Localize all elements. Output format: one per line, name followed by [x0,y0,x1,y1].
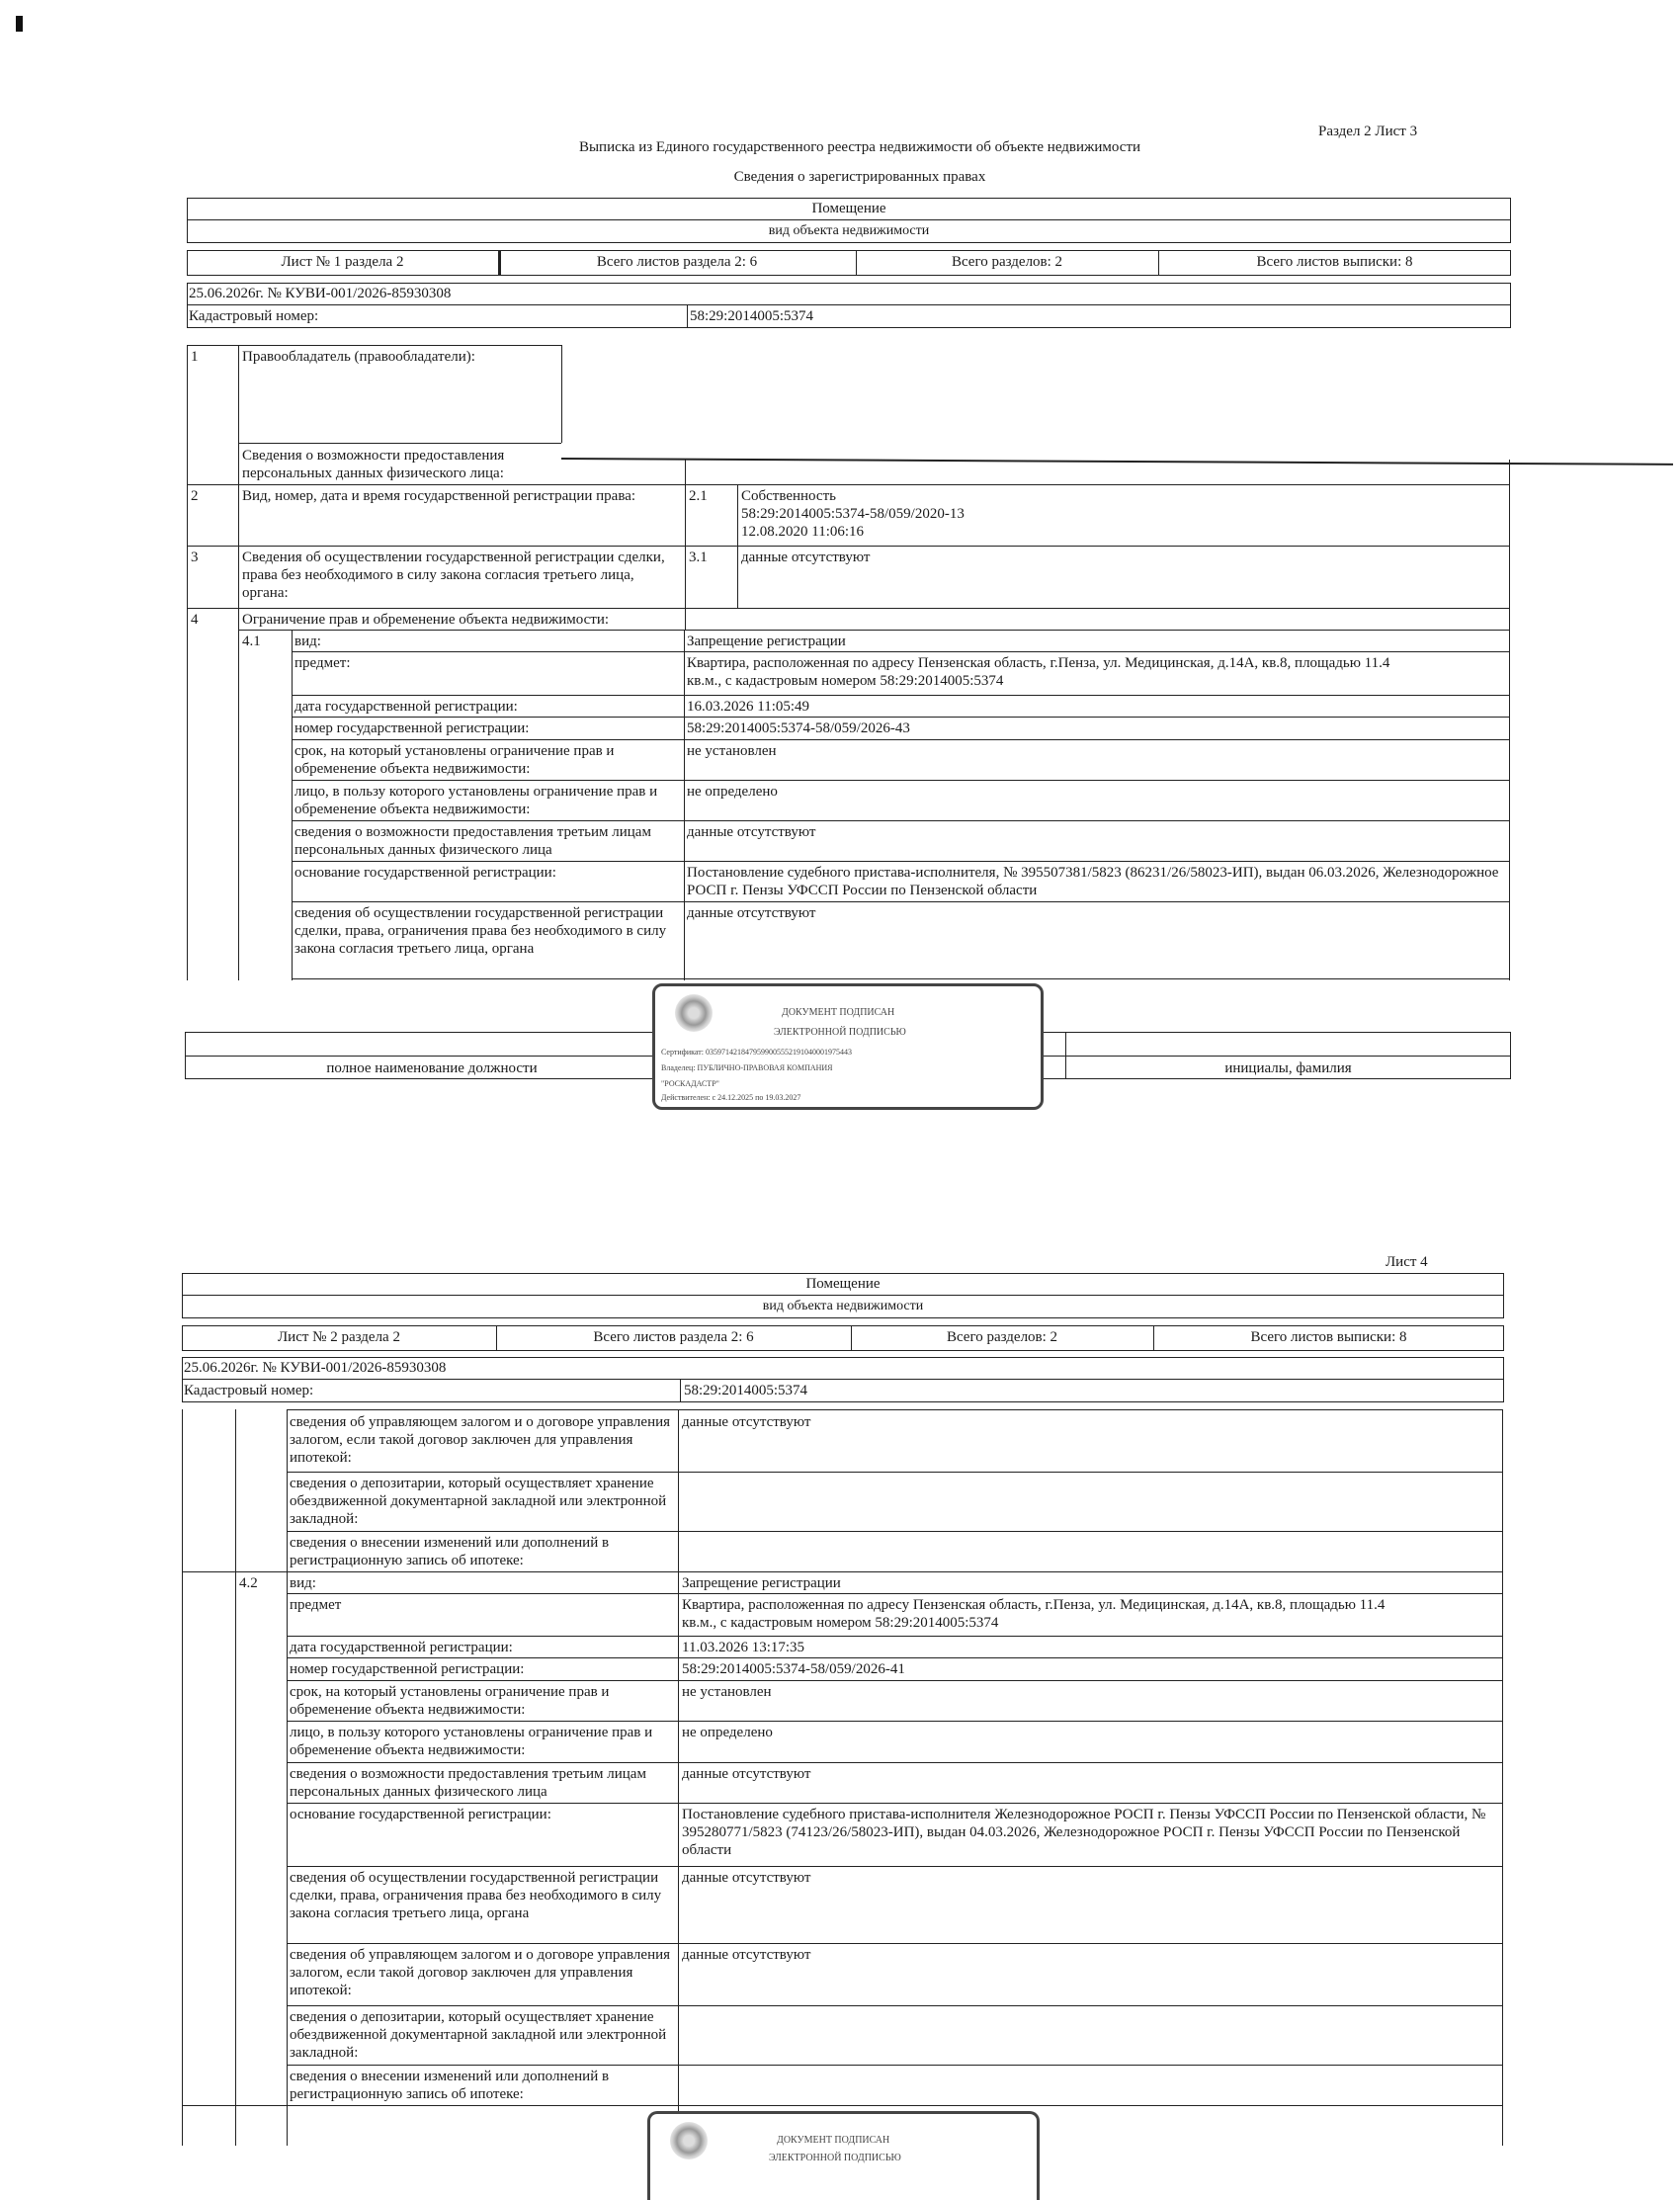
sheet-number: Лист № 1 раздела 2 [281,254,404,270]
p2-enc3-value: 11.03.2026 13:17:35 [682,1640,805,1655]
cadastral-label: Кадастровый номер: [189,308,319,324]
page2-e-signature-stamp [647,2111,1040,2200]
stamp-line2: ЭЛЕКТРОННОЙ ПОДПИСЬЮ [774,1027,906,1038]
page1-title: Выписка из Единого государственного реестра недвижимости об объекте недвижимости [578,139,1141,155]
cont1-label: сведения об управляющем залогом и о договоре управления залогом, если такой договор заключен для управления ипотекой: [290,1414,671,1466]
page2-section-sheets-total: Всего листов раздела 2: 6 [593,1329,754,1345]
sections-total: Всего разделов: 2 [951,254,1063,270]
scan-mark [16,16,23,32]
row41-subnumber: 4.1 [242,634,261,649]
row1-label: Правообладатель (правообладатели): [242,349,475,365]
footer-position-caption: полное наименование должности [326,1060,538,1076]
object-kind: Помещение [811,201,886,216]
row3-label: Сведения об осуществлении государственной регистрации сделки, права без необходимого в силу закона согласия третьего лица, органа: [242,550,665,601]
enc2-label: предмет: [294,655,351,671]
p2-enc2-value: Квартира, расположенная по адресу Пензенская область, г.Пенза, ул. Медицинская, д.14А, кв.8, площадью 11.4 кв.м., с кадастровым номером 58:29:2014005:5374 [682,1597,1386,1631]
enc9-label: сведения об осуществлении государственной регистрации сделки, права, ограничения права без необходимого в силу закона согласия третьего лица, органа [294,905,667,957]
cont2-label: сведения о депозитарии, который осуществляет хранение обездвиженной документарной закладной или электронной закладной: [290,1476,667,1527]
page2-stamp-line1: ДОКУМЕНТ ПОДПИСАН [777,2135,890,2146]
enc2-value: Квартира, расположенная по адресу Пензенская область, г.Пенза, ул. Медицинская, д.14А, кв.8, площадью 11.4 кв.м., с кадастровым номером 58:29:2014005:5374 [687,655,1390,689]
page1-subtitle: Сведения о зарегистрированных правах [733,169,986,185]
page2-extract-sheets-total: Всего листов выписки: 8 [1250,1329,1407,1345]
p2-enc5-label: срок, на который установлены ограничение прав и обременение объекта недвижимости: [290,1684,610,1718]
enc5-value: не установлен [687,743,777,759]
p2-enc2-label: предмет [290,1597,342,1613]
p2-enc1-label: вид: [290,1575,316,1591]
cont1-value: данные отсутствуют [682,1414,811,1430]
section-sheets-total: Всего листов раздела 2: 6 [596,254,758,270]
stamp-owner-name: "РОСКАДАСТР" [661,1079,719,1088]
page2-stamp-line2: ЭЛЕКТРОННОЙ ПОДПИСЬЮ [769,2153,901,2163]
enc7-label: сведения о возможности предоставления третьим лицам персональных данных физического лица [294,824,651,858]
row3-number: 3 [191,550,199,565]
page2-object-kind: Помещение [805,1276,881,1292]
page2-corner-label: Лист 4 [1386,1254,1428,1270]
enc1-value: Запрещение регистрации [687,634,846,649]
enc6-value: не определено [687,784,778,800]
enc1-label: вид: [294,634,321,649]
footer-name-caption: инициалы, фамилия [1224,1060,1352,1076]
enc5-label: срок, на который установлены ограничение прав и обременение объекта недвижимости: [294,743,615,777]
seal-icon [675,994,713,1032]
p2-enc6-label: лицо, в пользу которого установлены ограничение прав и обременение объекта недвижимости: [290,1725,653,1758]
extract-sheets-total: Всего листов выписки: 8 [1256,254,1413,270]
p2-enc6-value: не определено [682,1725,773,1740]
p2-enc12-label: сведения о внесении изменений или дополнений в регистрационную запись об ипотеке: [290,2069,610,2102]
e-signature-stamp [652,983,1044,1110]
p2-enc9-value: данные отсутствуют [682,1870,811,1886]
p2-enc4-label: номер государственной регистрации: [290,1661,525,1677]
page2-cadastral-number: 58:29:2014005:5374 [684,1383,808,1398]
row3-subnumber: 3.1 [689,550,708,565]
page2-doc-ref: 25.06.2026г. № КУВИ-001/2026-85930308 [184,1360,447,1376]
row4-label: Ограничение прав и обременение объекта недвижимости: [242,612,610,628]
p2-enc4-value: 58:29:2014005:5374-58/059/2026-41 [682,1661,905,1677]
row1b-label: Сведения о возможности предоставления персональных данных физического лица: [242,448,505,481]
scan-streak [561,458,1673,465]
row4-number: 4 [191,612,199,628]
enc8-label: основание государственной регистрации: [294,865,556,881]
enc9-value: данные отсутствуют [687,905,816,921]
doc-ref: 25.06.2026г. № КУВИ-001/2026-85930308 [189,286,452,301]
enc3-value: 16.03.2026 11:05:49 [687,699,810,715]
p2-enc11-label: сведения о депозитарии, который осуществляет хранение обездвиженной документарной закладной или электронной закладной: [290,2009,667,2061]
row42-subnumber: 4.2 [239,1575,258,1591]
p2-enc5-value: не установлен [682,1684,772,1700]
p2-enc3-label: дата государственной регистрации: [290,1640,513,1655]
page2-seal-icon [670,2122,708,2159]
row2-subnumber: 2.1 [689,488,708,504]
p2-enc10-value: данные отсутствуют [682,1947,811,1963]
cadastral-number: 58:29:2014005:5374 [690,308,814,324]
p2-enc7-value: данные отсутствуют [682,1766,811,1782]
enc6-label: лицо, в пользу которого установлены ограничение прав и обременение объекта недвижимости: [294,784,658,817]
page1-corner-label: Раздел 2 Лист 3 [1318,124,1418,139]
row2-value-date: 12.08.2020 11:06:16 [741,524,865,540]
enc3-label: дата государственной регистрации: [294,699,518,715]
page2-sections-total: Всего разделов: 2 [946,1329,1058,1345]
stamp-owner: Владелец: ПУБЛИЧНО-ПРАВОВАЯ КОМПАНИЯ [661,1063,833,1072]
stamp-line1: ДОКУМЕНТ ПОДПИСАН [782,1007,895,1018]
object-kind-caption: вид объекта недвижимости [768,223,930,238]
enc7-value: данные отсутствуют [687,824,816,840]
stamp-certificate: Сертификат: 0359714218479599005552191040001975443 [661,1048,852,1057]
enc8-value: Постановление судебного пристава-исполнителя, № 395507381/5823 (86231/26/58023-ИП), выдан 06.03.2026, Железнодорожное РОСП г. Пензы УФССП России по Пензенской области [687,865,1499,898]
row2-value-number: 58:29:2014005:5374-58/059/2020-13 [741,506,965,522]
cont3-label: сведения о внесении изменений или дополнений в регистрационную запись об ипотеке: [290,1535,610,1568]
page2-sheet-number: Лист № 2 раздела 2 [278,1329,400,1345]
enc4-value: 58:29:2014005:5374-58/059/2026-43 [687,720,910,736]
row2-label: Вид, номер, дата и время государственной регистрации права: [242,488,636,504]
p2-enc8-label: основание государственной регистрации: [290,1807,551,1822]
stamp-validity: Действителен: с 24.12.2025 по 19.03.2027 [661,1093,801,1102]
row3-value: данные отсутствуют [741,550,871,565]
page2-cadastral-label: Кадастровый номер: [184,1383,314,1398]
enc4-label: номер государственной регистрации: [294,720,530,736]
p2-enc8-value: Постановление судебного пристава-исполнителя Железнодорожное РОСП г. Пензы УФССП России по Пензенской области, № 395280771/5823 (74123/26/58023-ИП), выдан 04.03.2026, Железнодорожное РОСП г. Пензы УФССП России по Пензенской области [682,1807,1486,1858]
row2-number: 2 [191,488,199,504]
p2-enc1-value: Запрещение регистрации [682,1575,841,1591]
row1-number: 1 [191,349,199,365]
row2-value-kind: Собственность [741,488,836,504]
p2-enc9-label: сведения об осуществлении государственной регистрации сделки, права, ограничения права без необходимого в силу закона согласия третьего лица, органа [290,1870,662,1921]
p2-enc10-label: сведения об управляющем залогом и о договоре управления залогом, если такой договор заключен для управления ипотекой: [290,1947,671,1998]
p2-enc7-label: сведения о возможности предоставления третьим лицам персональных данных физического лица [290,1766,646,1800]
page2-object-kind-caption: вид объекта недвижимости [762,1299,924,1313]
